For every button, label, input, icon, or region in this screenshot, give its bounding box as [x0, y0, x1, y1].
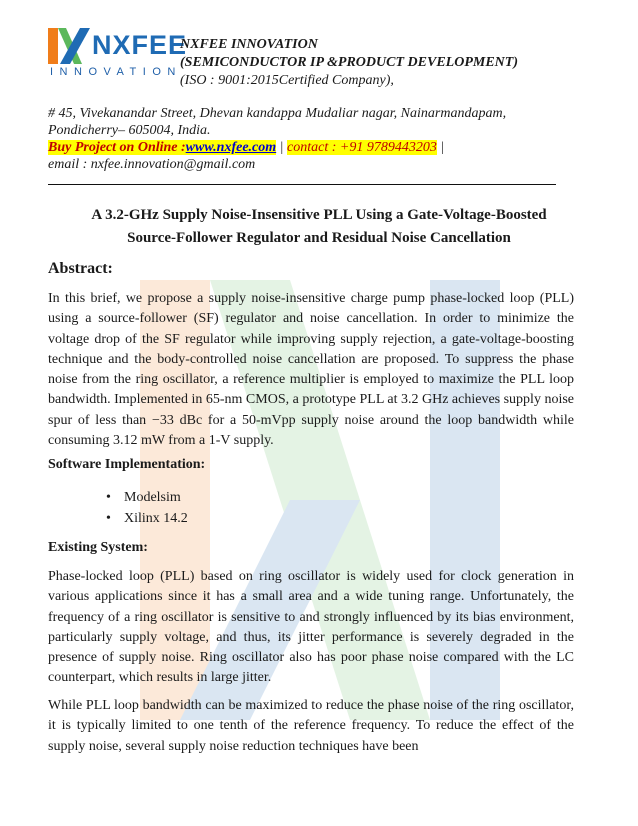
contact-phone: contact : +91 9789443203 — [287, 140, 437, 155]
company-description: (SEMICONDUCTOR IP &PRODUCT DEVELOPMENT) — [180, 55, 518, 70]
email-line: email : nxfee.innovation@gmail.com — [48, 157, 256, 172]
software-heading: Software Implementation: — [48, 457, 206, 472]
header-divider — [48, 184, 556, 185]
company-name: NXFEE INNOVATION — [180, 37, 318, 52]
address-line-2: Pondicherry– 605004, India. — [48, 123, 211, 138]
address-block — [48, 105, 608, 173]
logo-wordmark: NXFEE — [92, 30, 188, 60]
list-item: • Modelsim — [106, 487, 188, 508]
website-link[interactable]: www.nxfee.com — [185, 140, 277, 155]
abstract-text: In this brief, we propose a supply noise-insensitive charge pump phase-locked loop (PLL) using a source-follower (SF) regulator and noise cancellation. In order to minimize the voltage drop of the SF regulator while improving supply rejection, a gate-voltage-boosting technique and the body-controlled noise cancellation are proposed. To suppress the phase noise from the ring oscillator, a reference multiplier is employed to maximize the PLL loop bandwidth. Implemented in 65-nm CMOS, a prototype PLL at 3.2 GHz achieves supply noise spur of less than −33 dBc for a 50-mVpp supply noise around the loop bandwidth while consuming 3.12 mW from a 1-V supply. — [48, 291, 574, 449]
contact-line — [48, 139, 608, 156]
abstract-heading: Abstract: — [48, 260, 113, 277]
buy-online-label: Buy Project on Online : — [48, 140, 186, 155]
separator-trailing: | — [436, 140, 445, 155]
title-line-2: Source-Follower Regulator and Residual Noise Cancellation — [127, 230, 511, 246]
company-logo — [46, 26, 188, 86]
iso-certification: (ISO : 9001:2015Certified Company), — [180, 73, 394, 88]
existing-system-paragraph-2: While PLL loop bandwidth can be maximized to reduce the phase noise of the ring oscillator, it is typically limited to one tenth of the reference frequency. To reduce the effect of the supply noise, several supply noise reduction techniques have been — [48, 698, 574, 754]
letterhead — [46, 26, 606, 86]
logo-subtitle: INNOVATION — [50, 66, 182, 78]
software-list — [106, 487, 188, 529]
paper-title — [30, 204, 608, 250]
address-line-1: # 45, Vivekanandar Street, Dhevan kandappa Mudaliar nagar, Nainarmandapam, — [48, 106, 507, 121]
list-item: • Xilinx 14.2 — [106, 508, 188, 529]
existing-system-heading: Existing System: — [48, 540, 148, 555]
nx-mark-icon — [46, 26, 92, 66]
separator: | — [276, 140, 288, 155]
title-line-1: A 3.2-GHz Supply Noise-Insensitive PLL Using a Gate-Voltage-Boosted — [91, 207, 547, 223]
existing-system-paragraph-1: Phase-locked loop (PLL) based on ring oscillator is widely used for clock generation in various applications since it has a small area and a wide tuning range. Unfortunately, the frequency of a ring oscillator is sensitive to and strongly influenced by its bias environment, particularly supply voltage, and thus, its jitter performance is severely degraded in the presence of supply noise. Ring oscillator also has poor phase noise compared with the LC counterpart, which results in large jitter. — [48, 569, 574, 686]
company-info — [180, 36, 518, 90]
